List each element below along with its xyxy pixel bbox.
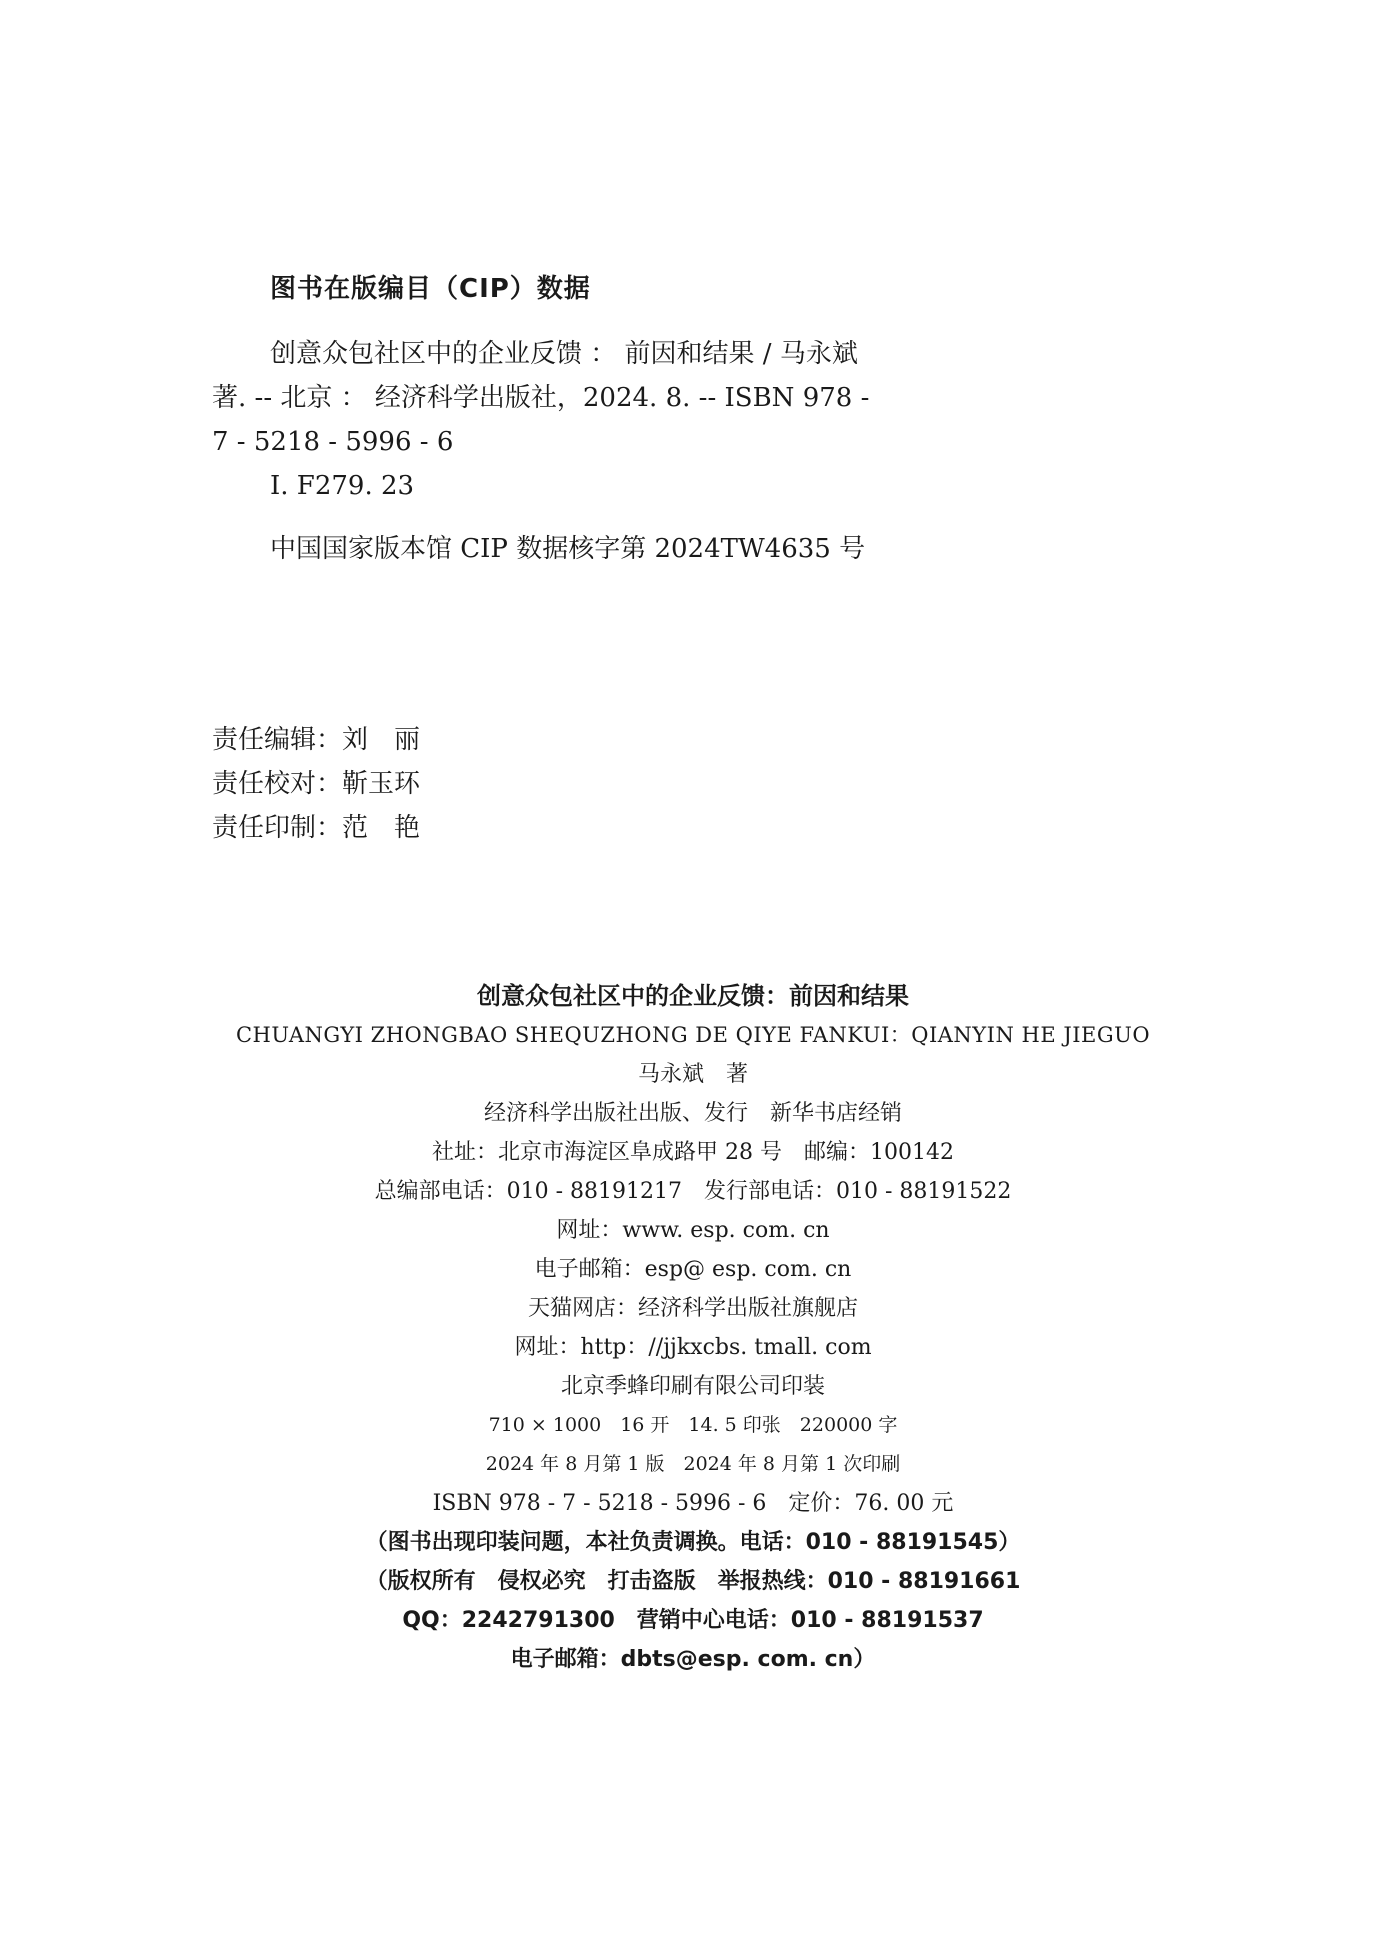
tmall-url-line: 网址：http：//jjkxcbs. tmall. com	[514, 1335, 872, 1360]
cip-record	[212, 332, 972, 508]
cip-line-classification: Ⅰ. F279. 23	[270, 471, 415, 501]
copyright-notice: （版权所有 侵权必究 打击盗版 举报热线：010 - 88191661	[365, 1569, 1021, 1594]
isbn-price-line: ISBN 978 - 7 - 5218 - 5996 - 6 定价：76. 00 元	[432, 1491, 954, 1516]
colophon	[0, 976, 1386, 1679]
printing-issue-notice: （图书出现印装问题，本社负责调换。电话：010 - 88191545）	[365, 1530, 1021, 1555]
format-line: 710 × 1000 16 开 14. 5 印张 220000 字	[488, 1414, 898, 1436]
tmall-store-line: 天猫网店：经济科学出版社旗舰店	[527, 1296, 858, 1321]
staff-row-editor	[212, 718, 420, 762]
email-line: 电子邮箱：esp@ esp. com. cn	[534, 1257, 852, 1282]
staff-value: 范 艳	[342, 813, 421, 843]
cip-approval-number: 中国国家版本馆 CIP 数据核字第 2024TW4635 号	[270, 534, 866, 564]
staff-value: 靳玉环	[342, 769, 421, 799]
staff-row-printing	[212, 806, 420, 850]
staff-value: 刘 丽	[342, 725, 421, 755]
staff-label: 责任校对：	[212, 769, 343, 799]
staff-credits	[212, 718, 420, 850]
staff-label: 责任印制：	[212, 813, 343, 843]
contact-email-line: 电子邮箱：dbts@esp. com. cn）	[510, 1647, 876, 1672]
cip-heading: 图书在版编目（CIP）数据	[270, 274, 591, 304]
cip-line-title: 创意众包社区中的企业反馈 ： 前因和结果 / 马永斌	[270, 339, 858, 369]
cip-line-publication: 著. -- 北京 ： 经济科学出版社，2024. 8. -- ISBN 978 -	[212, 383, 870, 413]
publisher-line: 经济科学出版社出版、发行 新华书店经销	[483, 1101, 902, 1126]
staff-label: 责任编辑：	[212, 725, 343, 755]
website-line: 网址：www. esp. com. cn	[556, 1218, 830, 1243]
address-line: 社址：北京市海淀区阜成路甲 28 号 邮编：100142	[432, 1140, 954, 1165]
author-line: 马永斌 著	[637, 1062, 748, 1087]
edition-line: 2024 年 8 月第 1 版 2024 年 8 月第 1 次印刷	[485, 1453, 901, 1475]
phones-line: 总编部电话：010 - 88191217 发行部电话：010 - 88191522	[374, 1179, 1012, 1204]
book-title: 创意众包社区中的企业反馈：前因和结果	[477, 982, 909, 1010]
staff-row-proofreader	[212, 762, 420, 806]
cip-line-isbn: 7 - 5218 - 5996 - 6	[212, 427, 454, 457]
contact-qq-line: QQ：2242791300 营销中心电话：010 - 88191537	[402, 1608, 984, 1633]
book-title-pinyin: CHUANGYI ZHONGBAO SHEQUZHONG DE QIYE FANKUI：QIANYIN HE JIEGUO	[235, 1023, 1151, 1047]
printer-line: 北京季蜂印刷有限公司印装	[560, 1374, 825, 1399]
